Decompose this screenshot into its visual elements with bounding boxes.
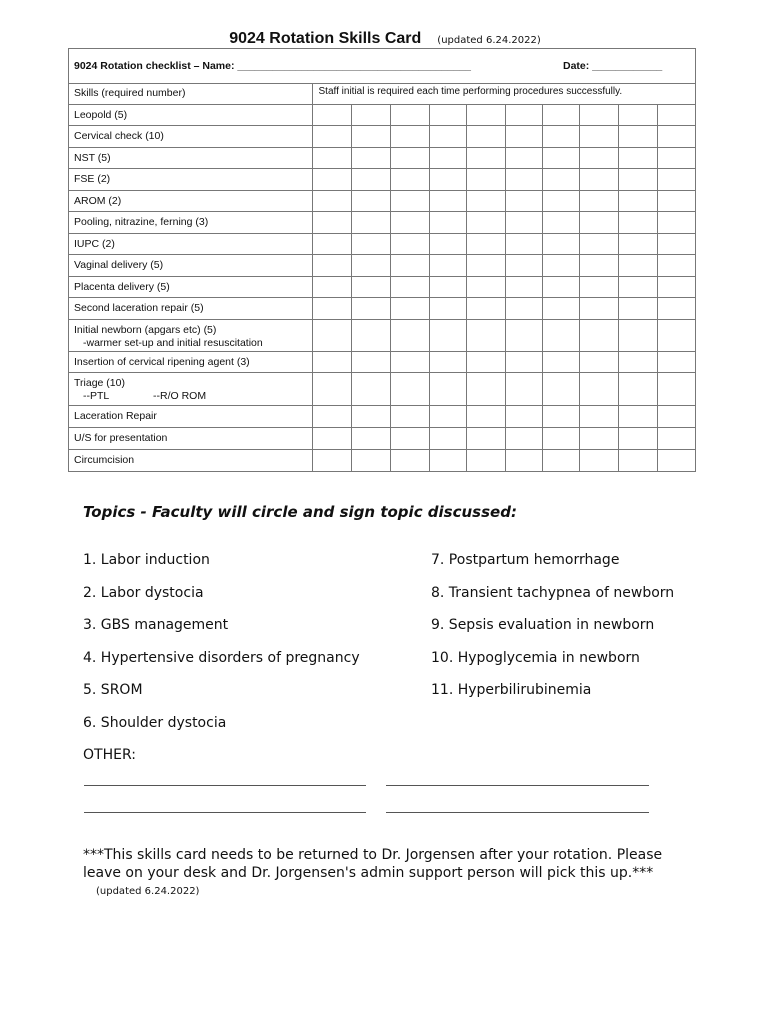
initial-box[interactable] [390,297,429,319]
initial-box[interactable] [542,405,579,427]
initial-box[interactable] [466,168,505,190]
skill-row [69,297,695,319]
initial-box[interactable] [505,276,542,297]
skill-label [69,372,312,405]
initial-box[interactable] [657,319,695,351]
initial-box[interactable] [390,254,429,276]
initial-box[interactable] [312,147,351,168]
other-blank-line[interactable] [386,812,649,813]
initial-box[interactable] [429,233,466,254]
topic-item[interactable]: 10. Hypoglycemia in newborn [431,650,640,666]
initial-box[interactable] [466,254,505,276]
initial-box[interactable] [542,351,579,372]
initial-box[interactable] [505,254,542,276]
checklist-header-row [69,49,695,84]
topics-heading: Topics - Faculty will circle and sign topic discussed: [83,503,517,521]
initial-box[interactable] [542,254,579,276]
initial-box[interactable] [390,351,429,372]
initial-box[interactable] [351,449,390,472]
skill-label [69,233,312,254]
initial-box[interactable] [618,233,657,254]
initial-box[interactable] [466,449,505,472]
initial-box[interactable] [505,427,542,449]
initial-box[interactable] [429,427,466,449]
initial-box[interactable] [466,211,505,233]
skill-subnote-a: --PTL [83,389,110,402]
initial-box[interactable] [505,147,542,168]
skill-row [69,190,695,211]
topic-item[interactable]: 6. Shoulder dystocia [83,715,227,731]
initial-box[interactable] [579,125,618,147]
initial-box[interactable] [657,125,695,147]
skill-row [69,104,695,125]
initial-box[interactable] [351,351,390,372]
skill-label [69,427,312,449]
initial-box[interactable] [429,372,466,405]
initial-box[interactable] [657,168,695,190]
initial-box[interactable] [351,405,390,427]
initial-box[interactable] [657,449,695,472]
initial-box[interactable] [618,427,657,449]
initial-box[interactable] [312,449,351,472]
initial-box[interactable] [618,351,657,372]
initial-box[interactable] [312,211,351,233]
initial-box[interactable] [579,104,618,125]
initial-box[interactable] [579,405,618,427]
initial-box[interactable] [542,372,579,405]
skill-label [69,125,312,147]
initial-box[interactable] [579,372,618,405]
initial-box[interactable] [429,351,466,372]
initial-box[interactable] [657,147,695,168]
initial-box[interactable] [312,168,351,190]
initial-box[interactable] [351,319,390,351]
skill-label [69,405,312,427]
initial-box[interactable] [657,211,695,233]
initial-box[interactable] [351,427,390,449]
initial-box[interactable] [312,276,351,297]
initial-box[interactable] [312,351,351,372]
initial-box[interactable] [542,104,579,125]
updated-date: (updated 6.24.2022) [437,35,541,46]
initial-box[interactable] [505,211,542,233]
initial-box[interactable] [657,233,695,254]
initial-box[interactable] [351,276,390,297]
initial-box[interactable] [429,168,466,190]
initial-box[interactable] [542,125,579,147]
initial-box[interactable] [390,147,429,168]
skill-name: Cervical check (10) [74,129,164,142]
other-label: OTHER: [83,747,136,763]
initial-box[interactable] [351,104,390,125]
skill-row [69,276,695,297]
initial-box[interactable] [351,125,390,147]
skill-name: Leopold (5) [74,108,128,121]
skill-row [69,233,695,254]
page-title: 9024 Rotation Skills Card [229,30,422,47]
topic-item[interactable]: 1. Labor induction [83,552,210,568]
topic-item[interactable]: 3. GBS management [83,617,229,633]
staff-initial-note: Staff initial is required each time performing procedures successfully. [312,83,695,104]
initial-box[interactable] [390,211,429,233]
initial-box[interactable] [618,147,657,168]
name-field[interactable]: 9024 Rotation checklist – Name: ________________________________________ [74,60,471,72]
initial-box[interactable] [657,190,695,211]
other-blank-line[interactable] [84,812,366,813]
skill-label [69,319,312,351]
initial-box[interactable] [579,233,618,254]
initial-box[interactable] [429,276,466,297]
initial-box[interactable] [390,372,429,405]
initial-box[interactable] [429,211,466,233]
initial-box[interactable] [351,233,390,254]
initial-box[interactable] [429,104,466,125]
initial-box[interactable] [657,297,695,319]
skill-label [69,297,312,319]
skills-column-header: Skills (required number) [69,83,312,104]
skill-name: Laceration Repair [74,409,157,422]
initial-box[interactable] [351,297,390,319]
skill-name: IUPC (2) [74,237,115,250]
initial-box[interactable] [618,190,657,211]
topic-item[interactable]: 2. Labor dystocia [83,585,204,601]
initial-box[interactable] [466,276,505,297]
initial-box[interactable] [466,233,505,254]
initial-box[interactable] [466,190,505,211]
initial-box[interactable] [312,190,351,211]
initial-box[interactable] [390,190,429,211]
topic-item[interactable]: 11. Hyperbilirubinemia [431,682,592,698]
topic-item[interactable]: 4. Hypertensive disorders of pregnancy [83,650,360,666]
initial-box[interactable] [390,168,429,190]
initial-box[interactable] [312,372,351,405]
skill-name: Circumcision [74,453,135,466]
initial-box[interactable] [505,297,542,319]
initial-box[interactable] [542,168,579,190]
initial-box[interactable] [390,125,429,147]
initial-box[interactable] [351,372,390,405]
initial-box[interactable] [351,254,390,276]
skill-name: AROM (2) [74,194,122,207]
initial-box[interactable] [505,449,542,472]
initial-box[interactable] [312,125,351,147]
initial-box[interactable] [618,372,657,405]
skill-label [69,449,312,472]
initial-box[interactable] [618,211,657,233]
initial-box[interactable] [312,297,351,319]
page-title-row [0,30,770,48]
initial-box[interactable] [542,211,579,233]
initial-box[interactable] [351,168,390,190]
initial-box[interactable] [429,297,466,319]
other-blank-line[interactable] [84,785,366,786]
initial-box[interactable] [542,147,579,168]
skills-table [69,83,695,472]
initial-box[interactable] [312,405,351,427]
topic-item[interactable]: 8. Transient tachypnea of newborn [431,585,675,601]
initial-box[interactable] [390,276,429,297]
initial-box[interactable] [429,449,466,472]
initial-box[interactable] [657,372,695,405]
skill-label [69,168,312,190]
initial-box[interactable] [351,211,390,233]
skill-name: U/S for presentation [74,431,168,444]
initial-box[interactable] [505,319,542,351]
skills-card [68,48,696,472]
initial-box[interactable] [312,104,351,125]
skill-row [69,405,695,427]
initial-box[interactable] [579,427,618,449]
initial-box[interactable] [505,125,542,147]
initial-box[interactable] [505,405,542,427]
topic-item[interactable]: 5. SROM [83,682,143,698]
initial-box[interactable] [429,405,466,427]
initial-box[interactable] [312,233,351,254]
initial-box[interactable] [618,168,657,190]
skill-label [69,104,312,125]
initial-box[interactable] [657,427,695,449]
initial-box[interactable] [618,276,657,297]
initial-box[interactable] [466,372,505,405]
initial-box[interactable] [466,104,505,125]
initial-box[interactable] [429,147,466,168]
skill-subnote [74,390,312,402]
skill-name: NST (5) [74,151,111,164]
initial-box[interactable] [466,297,505,319]
initial-box[interactable] [505,372,542,405]
skill-label [69,211,312,233]
skill-label [69,276,312,297]
initial-box[interactable] [505,168,542,190]
skill-name: Pooling, nitrazine, ferning (3) [74,215,209,228]
skill-subnote-b: --R/O ROM [153,389,207,402]
footer-updated-date: (updated 6.24.2022) [96,886,200,897]
initial-box[interactable] [618,254,657,276]
initial-box[interactable] [542,427,579,449]
topic-item[interactable]: 9. Sepsis evaluation in newborn [431,617,655,633]
initial-box[interactable] [466,351,505,372]
initial-box[interactable] [505,190,542,211]
initial-box[interactable] [429,254,466,276]
initial-box[interactable] [618,319,657,351]
initial-box[interactable] [351,147,390,168]
initial-box[interactable] [312,427,351,449]
initial-box[interactable] [618,449,657,472]
initial-box[interactable] [390,449,429,472]
initial-box[interactable] [657,104,695,125]
initial-box[interactable] [390,104,429,125]
skill-row [69,449,695,472]
return-instructions: ***This skills card needs to be returned to Dr. Jorgensen after your rotation. Please leave on your desk and Dr. Jorgensen's admin support person will pick this up.*** [83,847,663,881]
initial-box[interactable] [542,276,579,297]
initial-box[interactable] [579,319,618,351]
initial-box[interactable] [579,168,618,190]
other-blank-line[interactable] [386,785,649,786]
skill-label [69,147,312,168]
initial-box[interactable] [466,405,505,427]
skill-name: Triage (10) [74,376,125,389]
initial-box[interactable] [579,297,618,319]
initial-box[interactable] [579,351,618,372]
initial-box[interactable] [312,319,351,351]
initial-box[interactable] [657,405,695,427]
skill-row [69,147,695,168]
skill-name: Vaginal delivery (5) [74,258,164,271]
skill-name: Initial newborn (apgars etc) (5) [74,323,217,336]
initial-box[interactable] [505,104,542,125]
initial-box[interactable] [618,125,657,147]
initial-box[interactable] [657,351,695,372]
initial-box[interactable] [618,104,657,125]
initial-box[interactable] [390,427,429,449]
skills-header-row [69,83,695,104]
skill-row [69,254,695,276]
initial-box[interactable] [390,233,429,254]
initial-box[interactable] [579,147,618,168]
initial-box[interactable] [466,125,505,147]
skill-row [69,351,695,372]
initial-box[interactable] [466,427,505,449]
skill-row [69,168,695,190]
date-field[interactable]: Date: ____________ [563,60,663,72]
initial-box[interactable] [466,147,505,168]
initial-box[interactable] [542,319,579,351]
skill-row [69,211,695,233]
skill-label [69,254,312,276]
initial-box[interactable] [542,190,579,211]
initial-box[interactable] [429,319,466,351]
initial-box[interactable] [505,233,542,254]
initial-box[interactable] [312,254,351,276]
skill-name: Insertion of cervical ripening agent (3) [74,355,250,368]
initial-box[interactable] [429,190,466,211]
initial-box[interactable] [618,297,657,319]
initial-box[interactable] [579,254,618,276]
initial-box[interactable] [390,319,429,351]
skill-row [69,125,695,147]
initial-box[interactable] [542,233,579,254]
initial-box[interactable] [429,125,466,147]
skill-label [69,190,312,211]
initial-box[interactable] [542,449,579,472]
skill-name: FSE (2) [74,172,111,185]
initial-box[interactable] [618,405,657,427]
skill-row [69,372,695,405]
initial-box[interactable] [579,190,618,211]
skill-label [69,351,312,372]
topic-item[interactable]: 7. Postpartum hemorrhage [431,552,620,568]
skill-row [69,427,695,449]
skill-name: Placenta delivery (5) [74,280,170,293]
initial-box[interactable] [579,276,618,297]
initial-box[interactable] [390,405,429,427]
initial-box[interactable] [579,449,618,472]
initial-box[interactable] [351,190,390,211]
initial-box[interactable] [542,297,579,319]
initial-box[interactable] [579,211,618,233]
skill-row [69,319,695,351]
initial-box[interactable] [657,254,695,276]
initial-box[interactable] [466,319,505,351]
initial-box[interactable] [657,276,695,297]
skill-subnote: -warmer set-up and initial resuscitation [83,336,263,349]
initial-box[interactable] [505,351,542,372]
skill-name: Second laceration repair (5) [74,301,204,314]
